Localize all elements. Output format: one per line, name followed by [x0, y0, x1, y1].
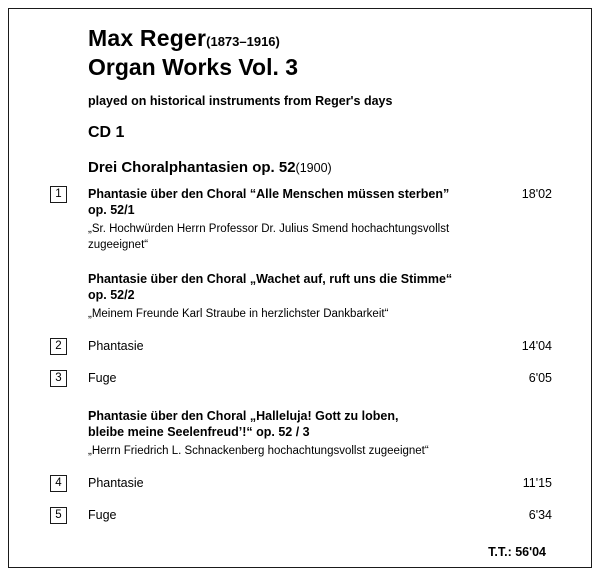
track-row — [50, 186, 552, 253]
track-title-line: Phantasie — [88, 339, 144, 353]
disc-label: CD 1 — [88, 123, 125, 141]
track-row — [50, 370, 552, 388]
album-title: Organ Works Vol. 3 — [88, 54, 299, 81]
work-title — [88, 159, 552, 176]
track-dedication: „Sr. Hochwürden Herrn Professor Dr. Julius Smend hochachtungsvollst zugeeignet“ — [88, 223, 450, 251]
track-number: 4 — [50, 475, 67, 492]
track-title-line: Phantasie — [88, 476, 144, 490]
track-body — [88, 370, 500, 386]
track-row — [50, 507, 552, 525]
track-number — [50, 408, 67, 425]
track-opus-line: op. 52/1 — [88, 203, 135, 217]
header-block — [88, 26, 552, 176]
track-duration: 11'15 — [522, 476, 552, 490]
track-number: 2 — [50, 338, 67, 355]
spacer — [50, 322, 552, 338]
spacer — [50, 253, 552, 271]
track-number: 1 — [50, 186, 67, 203]
track-body — [88, 408, 500, 459]
track-row — [50, 338, 552, 356]
track-row — [50, 271, 552, 322]
track-body — [88, 338, 500, 354]
track-duration: 14'04 — [521, 339, 552, 353]
track-dedication: „Meinem Freunde Karl Straube in herzlichster Dankbarkeit“ — [88, 308, 389, 320]
track-row — [50, 408, 552, 459]
track-body — [88, 507, 500, 523]
track-body — [88, 475, 500, 491]
track-duration: 6'34 — [528, 508, 552, 522]
composer-name: Max Reger — [88, 25, 207, 51]
spacer — [50, 493, 552, 507]
track-title-line: Fuge — [88, 371, 117, 385]
composer-line — [88, 26, 552, 51]
track-title-line: Phantasie über den Choral „Halleluja! Gott zu loben, — [88, 409, 399, 423]
spacer — [50, 356, 552, 370]
track-dedication: „Herrn Friedrich L. Schnackenberg hochachtungsvollst zugeeignet“ — [88, 445, 429, 457]
album-subtitle: played on historical instruments from Reger's days — [88, 93, 393, 108]
track-opus-line: bleibe meine Seelenfreud’!“ op. 52 / 3 — [88, 425, 310, 439]
track-title-line: Fuge — [88, 508, 117, 522]
track-body — [88, 271, 500, 322]
track-title-line: Phantasie über den Choral “Alle Menschen müssen sterben” — [88, 187, 450, 201]
track-number: 3 — [50, 370, 67, 387]
track-title-line: Phantasie über den Choral „Wachet auf, ruft uns die Stimme“ — [88, 272, 453, 286]
track-opus-line: op. 52/2 — [88, 288, 135, 302]
composer-years: (1873–1916) — [206, 34, 280, 49]
spacer — [50, 459, 552, 475]
track-duration: 18'02 — [521, 187, 552, 201]
total-time: T.T.: 56'04 — [488, 545, 546, 559]
track-body — [88, 186, 500, 253]
track-number: 5 — [50, 507, 67, 524]
work-title-text: Drei Choralphantasien op. 52 — [88, 158, 296, 176]
spacer — [50, 388, 552, 408]
track-row — [50, 475, 552, 493]
work-year: (1900) — [295, 160, 332, 175]
track-duration: 6'05 — [528, 371, 552, 385]
track-list — [50, 186, 552, 559]
track-number — [50, 271, 67, 288]
